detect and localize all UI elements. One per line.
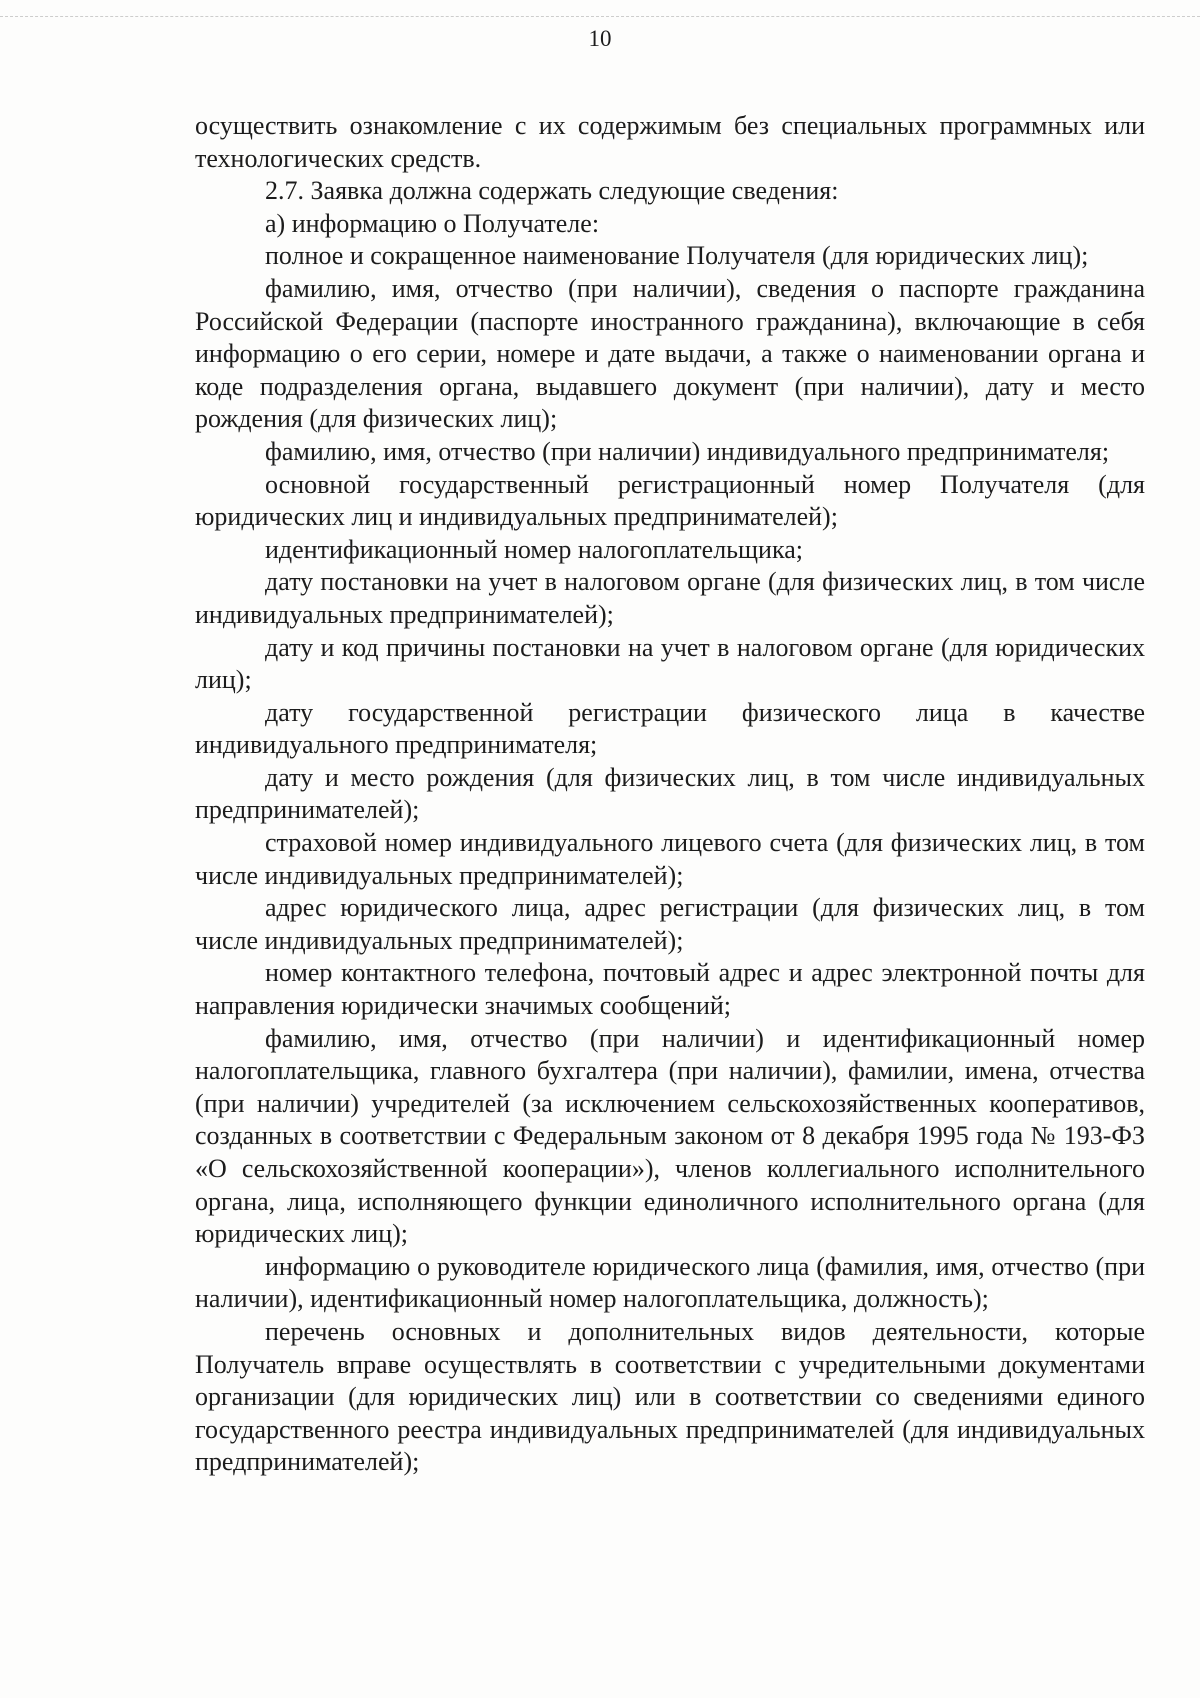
paragraph: фамилию, имя, отчество (при наличии), сведения о паспорте гражданина Российской Федерации (паспорте иностранного гражданина), включающие в себя информацию о его серии, номере и дате выдачи, а также о наименовании органа и коде подразделения органа, выдавшего документ (при наличии), дату и место рождения (для физических лиц); — [195, 273, 1145, 434]
paragraph: основной государственный регистрационный номер Получателя (для юридических лиц и индивидуальных предпринимателей); — [195, 469, 1145, 532]
paragraph: номер контактного телефона, почтовый адрес и адрес электронной почты для направления юридически значимых сообщений; — [195, 958, 1145, 1021]
paragraph-section-heading: 2.7. Заявка должна содержать следующие сведения: — [265, 176, 839, 206]
page-number: 10 — [588, 26, 612, 51]
paragraph: фамилию, имя, отчество (при наличии) и идентификационный номер налогоплательщика, главного бухгалтера (при наличии), фамилии, имена, отчества (при наличии) учредителей (за исключением сельскохозяйственных кооперативов, созданных в соответствии с Федеральным законом от 8 декабря 1995 года № 193-ФЗ «О сельскохозяйственной кооперации»), членов коллегиального исполнительного органа, лица, исполняющего функции единоличного исполнительного органа (для юридических лиц); — [195, 1023, 1145, 1249]
paragraph: идентификационный номер налогоплательщика; — [265, 534, 803, 564]
paragraph: дату и код причины постановки на учет в налоговом органе (для юридических лиц); — [195, 632, 1145, 695]
paragraph: дату постановки на учет в налоговом органе (для физических лиц, в том числе индивидуальных предпринимателей); — [195, 567, 1145, 629]
paragraph: страховой номер индивидуального лицевого счета (для физических лиц, в том числе индивидуальных предпринимателей); — [195, 828, 1145, 890]
paragraph: адрес юридического лица, адрес регистрации (для физических лиц, в том числе индивидуальных предпринимателей); — [195, 893, 1145, 955]
paragraph: перечень основных и дополнительных видов деятельности, которые Получатель вправе осуществлять в соответствии с учредительными документами организации (для юридических лиц) или в соответствии со сведениями единого государственного реестра индивидуальных предпринимателей (для индивидуальных предпринимателей); — [195, 1316, 1145, 1477]
paragraph-continuation: осуществить ознакомление с их содержимым без специальных программных или технологических средств. — [195, 111, 1145, 173]
paragraph-subitem-a: а) информацию о Получателе: — [265, 208, 600, 238]
scan-edge-line — [0, 16, 1200, 21]
paragraph: фамилию, имя, отчество (при наличии) индивидуального предпринимателя; — [265, 436, 1110, 466]
paragraph: дату государственной регистрации физического лица в качестве индивидуального предпринимателя; — [195, 697, 1145, 760]
paragraph: полное и сокращенное наименование Получателя (для юридических лиц); — [265, 241, 1089, 271]
document-body — [195, 110, 1145, 1479]
paragraph: информацию о руководителе юридического лица (фамилия, имя, отчество (при наличии), идентификационный номер налогоплательщика, должность); — [195, 1251, 1145, 1314]
paragraph: дату и место рождения (для физических лиц, в том числе индивидуальных предпринимателей); — [195, 762, 1145, 825]
